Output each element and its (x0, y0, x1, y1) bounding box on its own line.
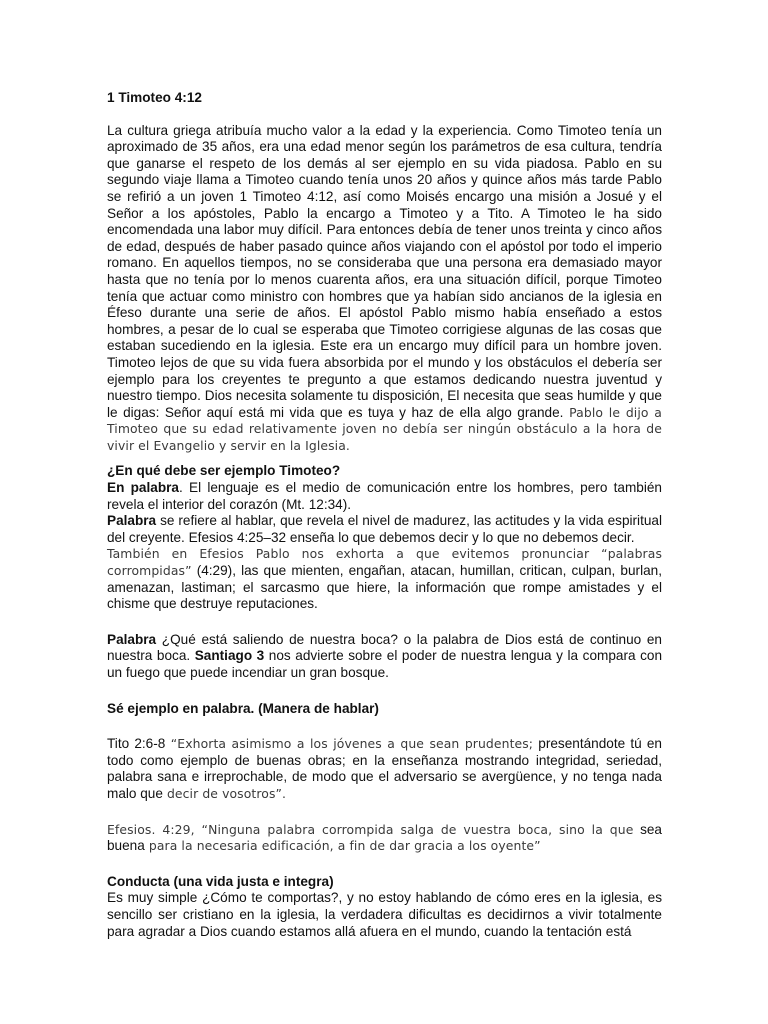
efesios-corrompidas-text: (4:29), las que mienten, engañan, atacan, humillan, critican, culpan, burlan, amenazan, lastiman; el sarcasmo que hiere, la información que rompe amistades y el chisme que destruye reputaciones. (107, 563, 662, 612)
boca-text-1: ¿Qué está saliendo de nuestra boca? o la palabra de Dios está de continuo en nuestra boca. (107, 631, 662, 664)
en-palabra-text: . El lenguaje es el medio de comunicación entre los hombres, pero también revela el interior del corazón (Mt. 12:34). (107, 480, 662, 512)
tito-ref: Tito 2:6-8 (107, 736, 166, 752)
paragraph-en-palabra (107, 480, 662, 513)
efesios-quote-light-2: para la necesaria edificación, a fin de dar gracia a los oyente” (144, 838, 541, 854)
intro-text: La cultura griega atribuía mucho valor a la edad y la experiencia. Como Timoteo tenía un aproximado de 35 años, era una edad menor según los parámetros de esa cultura, tendría que ganarse el respeto de los demás al ser ejemplo en su vida piadosa. Pablo en su segundo viaje llama a Timoteo cuando tenía unos 20 años y quince años más tarde Pablo se refirió a un joven 1 Timoteo 4:12, así como Moisés encargo una misión a Josué y el Señor a los apóstoles, Pablo la encargo a Timoteo y a Tito. A Timoteo le ha sido encomendada una labor muy difícil. Para entonces debía de tener unos treinta y cinco años de edad, después de haber pasado quince años viajando con el apóstol por todo el imperio romano. En aquellos tiempos, no se consideraba que una persona era demasiado mayor hasta que no tenía por lo menos cuarenta años, era una situación difícil, porque Timoteo tenía que actuar como ministro con hombres que ya habían sido ancianos de la iglesia en Éfeso durante una serie de años. El apóstol Pablo mismo había enseñado a estos hombres, a pesar de lo cual se esperaba que Timoteo corrigiese algunas de las cosas que estaban sucediendo en la iglesia. Este era un encargo muy difícil para un hombre joven. Timoteo lejos de que su vida fuera absorbida por el mundo y los obstáculos el debería ser ejemplo para los creyentes te pregunto a que estamos dedicando nuestra juventud y nuestro tiempo. Dios necesita solamente tu disposición, El necesita que seas humilde y que le digas: Señor aquí está mi vida que es tuya y haz de ella algo grande. (107, 122, 662, 420)
santiago-label: Santiago 3 (194, 648, 265, 664)
efesios-light-text: También en Efesios Pablo nos exhorta a que evitemos pronunciar “palabras corrompidas” (107, 546, 662, 579)
paragraph-tito (107, 736, 662, 802)
paragraph-conducta: Es muy simple ¿Cómo te comportas?, y no estoy hablando de cómo eres en la iglesia, es sencillo ser cristiano en la iglesia, la verdadera dificultas es decidirnos a vivir totalmente para agradar a Dios cuando estamos allá afuera en el mundo, cuando la tentación está (107, 890, 662, 939)
document-page (107, 90, 662, 940)
en-palabra-label: En palabra (107, 480, 179, 496)
efesios-quote-text: sea buena (107, 821, 662, 854)
paragraph-efesios-corrompidas (107, 546, 662, 612)
tito-text: presentándote tú en todo como ejemplo de buenas obras; en la enseñanza mostrando integridad, seriedad, palabra sana e irreprochable, de modo que el adversario se avergüence, y no tenga nada malo que (107, 736, 662, 801)
boca-text-2: nos advierte sobre el poder de nuestra lengua y la compara con un fuego que puede incendiar un gran bosque. (107, 648, 663, 680)
tito-light-text-1: “Exhorta asimismo a los jóvenes a que sean prudentes; (165, 736, 534, 752)
boca-palabra-label: Palabra (107, 631, 157, 647)
palabra-hablar-text: se refiere al hablar, que revela el nivel de madurez, las actitudes y la vida espiritual del creyente. Efesios 4:25–32 enseña lo que debemos decir y lo que no debemos decir. (107, 513, 662, 545)
section-heading-ejemplo: ¿En qué debe ser ejemplo Timoteo? (107, 463, 341, 479)
tito-light-text-2: decir de vosotros”. (162, 785, 287, 801)
section-heading-manera: Sé ejemplo en palabra. (Manera de hablar) (107, 700, 379, 716)
section-heading-conducta: Conducta (una vida justa e integra) (107, 873, 334, 889)
intro-light-text: Pablo le dijo a Timoteo que su edad relativamente joven no debía ser ningún obstáculo a la hora de vivir el Evangelio y servir en la Iglesia. (107, 404, 662, 453)
paragraph-palabra-hablar (107, 513, 662, 546)
palabra-label: Palabra (107, 513, 157, 529)
intro-paragraph (107, 123, 662, 455)
efesios-quote-light-1: Efesios. 4:29, “Ninguna palabra corrompida salga de vuestra boca, sino la que (107, 821, 634, 837)
paragraph-boca (107, 632, 662, 682)
document-title: 1 Timoteo 4:12 (107, 90, 202, 105)
paragraph-efesios (107, 822, 662, 855)
